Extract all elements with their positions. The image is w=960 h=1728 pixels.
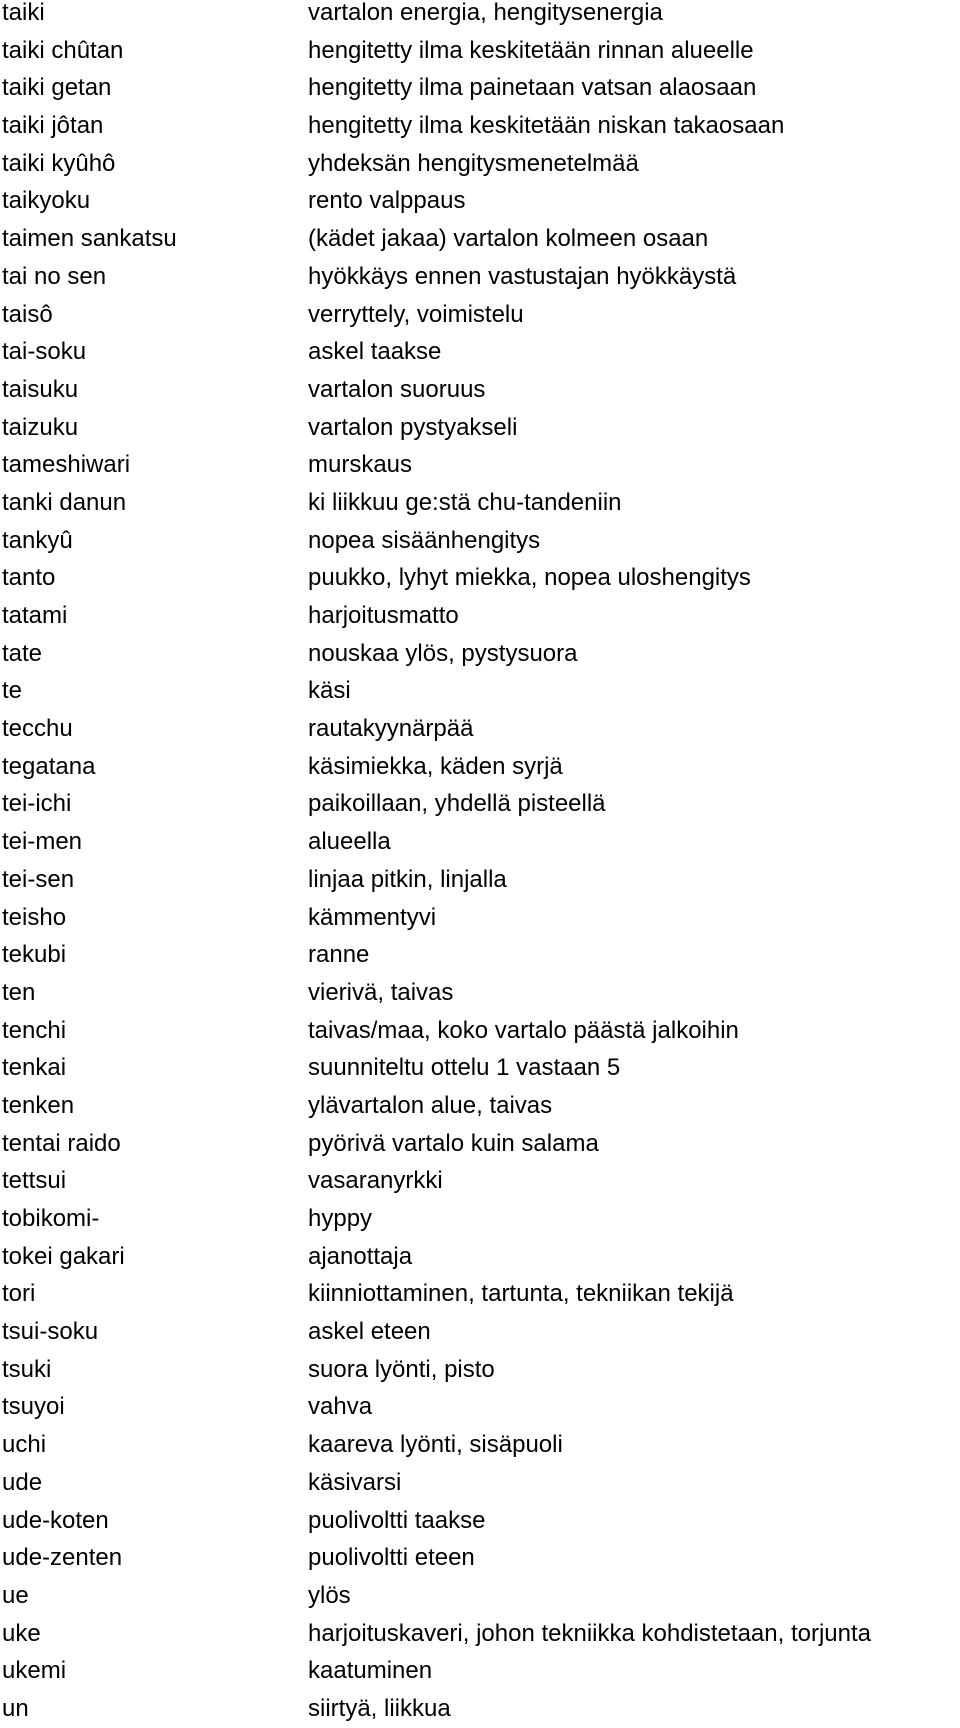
entry-definition: murskaus <box>308 451 413 479</box>
entry-term: taisô <box>2 300 53 328</box>
glossary-entry <box>2 1087 960 1125</box>
glossary-entry <box>2 559 960 597</box>
glossary-entry <box>2 748 960 786</box>
glossary-entry <box>2 936 960 974</box>
entry-term: taiki chûtan <box>2 36 124 64</box>
glossary-entry <box>2 710 960 748</box>
entry-term: tobikomi- <box>2 1205 100 1232</box>
glossary-entry <box>2 1690 960 1728</box>
glossary-entry <box>2 1313 960 1351</box>
glossary-entry <box>2 1615 960 1653</box>
glossary-entry <box>2 1275 960 1313</box>
entry-definition: verryttely, voimistelu <box>308 300 524 328</box>
glossary-entry <box>2 107 960 145</box>
glossary-entry <box>2 1012 960 1050</box>
entry-term: tei-ichi <box>2 790 72 818</box>
glossary-entry <box>2 823 960 861</box>
entry-definition: hengitetty ilma painetaan vatsan alaosaan <box>308 74 757 102</box>
entry-definition: hengitetty ilma keskitetään niskan takaosaan <box>308 112 785 140</box>
glossary-entry <box>2 1049 960 1087</box>
entry-term: taiki getan <box>2 74 112 102</box>
glossary-entry <box>2 1388 960 1426</box>
entry-term: tameshiwari <box>2 451 131 479</box>
entry-term: teisho <box>2 903 67 931</box>
glossary-entry <box>2 1577 960 1615</box>
glossary-entry <box>2 296 960 334</box>
entry-term: tate <box>2 639 43 667</box>
entry-definition: harjoituskaveri, johon tekniikka kohdistetaan, torjunta <box>308 1619 871 1647</box>
glossary-entry <box>2 446 960 484</box>
entry-definition: vasaranyrkki <box>308 1167 443 1195</box>
entry-definition: käsi <box>308 677 351 705</box>
entry-definition: hyökkäys ennen vastustajan hyökkäystä <box>308 262 737 290</box>
entry-definition: alueella <box>308 828 391 856</box>
entry-term: ue <box>2 1581 29 1609</box>
entry-definition: paikoillaan, yhdellä pisteellä <box>308 790 606 818</box>
entry-term: tai-soku <box>2 338 87 366</box>
entry-term: tenkai <box>2 1054 67 1082</box>
entry-definition: vartalon suoruus <box>308 375 486 403</box>
entry-definition: vartalon pystyakseli <box>308 413 518 441</box>
entry-definition: siirtyä, liikkua <box>308 1694 451 1722</box>
entry-term: tenchi <box>2 1016 67 1044</box>
entry-definition: vierivä, taivas <box>308 978 454 1006</box>
glossary-entry <box>2 32 960 70</box>
entry-definition: yhdeksän hengitysmenetelmää <box>308 149 639 177</box>
glossary-entry <box>2 1464 960 1502</box>
entry-term: uke <box>2 1619 41 1647</box>
entry-term: tanto <box>2 564 56 592</box>
entry-term: uchi <box>2 1431 47 1459</box>
entry-definition: kaatuminen <box>308 1657 433 1685</box>
entry-definition: suora lyönti, pisto <box>308 1355 495 1383</box>
glossary-entry <box>2 371 960 409</box>
entry-term: tei-sen <box>2 865 75 893</box>
entry-definition: rautakyynärpää <box>308 715 474 743</box>
entry-term: ude <box>2 1468 43 1496</box>
entry-definition: rento valppaus <box>308 187 466 215</box>
entry-definition: kaareva lyönti, sisäpuoli <box>308 1431 563 1459</box>
glossary-entry <box>2 1539 960 1577</box>
glossary-entry <box>2 1426 960 1464</box>
glossary-entry <box>2 182 960 220</box>
entry-term: taimen sankatsu <box>2 225 177 253</box>
entry-term: tekubi <box>2 941 67 969</box>
entry-term: tankyû <box>2 526 73 554</box>
glossary-entry <box>2 258 960 296</box>
entry-definition: ajanottaja <box>308 1242 413 1270</box>
entry-definition: pyörivä vartalo kuin salama <box>308 1129 599 1157</box>
glossary-entry <box>2 69 960 107</box>
entry-term: tatami <box>2 602 68 629</box>
glossary-entry <box>2 145 960 183</box>
entry-term: tentai raido <box>2 1129 121 1157</box>
glossary-entry <box>2 484 960 522</box>
glossary-list <box>2 0 960 1728</box>
entry-definition: (kädet jakaa) vartalon kolmeen osaan <box>308 225 709 253</box>
entry-definition: ylävartalon alue, taivas <box>308 1091 553 1119</box>
entry-term: tsuyoi <box>2 1393 65 1421</box>
entry-term: un <box>2 1694 29 1722</box>
entry-definition: taivas/maa, koko vartalo päästä jalkoihin <box>308 1016 739 1044</box>
entry-definition: linjaa pitkin, linjalla <box>308 865 507 893</box>
glossary-entry <box>2 0 960 32</box>
entry-definition: ki liikkuu ge:stä chu-tandeniin <box>308 488 622 516</box>
entry-term: ukemi <box>2 1657 67 1685</box>
entry-term: tai no sen <box>2 262 107 290</box>
entry-definition: ylös <box>308 1581 351 1609</box>
entry-definition: hengitetty ilma keskitetään rinnan alueelle <box>308 36 754 64</box>
entry-term: tenken <box>2 1091 75 1119</box>
entry-definition: vahva <box>308 1393 373 1421</box>
entry-definition: vartalon energia, hengitysenergia <box>308 0 663 26</box>
entry-definition: nopea sisäänhengitys <box>308 526 541 554</box>
entry-definition: puolivoltti taakse <box>308 1506 486 1534</box>
glossary-entry <box>2 635 960 673</box>
entry-term: tsui-soku <box>2 1318 99 1346</box>
glossary-entry <box>2 1200 960 1238</box>
entry-term: taiki kyûhô <box>2 149 116 177</box>
glossary-entry <box>2 1652 960 1690</box>
entry-term: tegatana <box>2 752 96 780</box>
glossary-entry <box>2 974 960 1012</box>
entry-term: tecchu <box>2 715 73 743</box>
entry-term: tori <box>2 1280 36 1308</box>
glossary-entry <box>2 220 960 258</box>
entry-term: taiki jôtan <box>2 112 104 140</box>
entry-definition: ranne <box>308 941 370 969</box>
entry-term: tsuki <box>2 1355 52 1383</box>
entry-definition: hyppy <box>308 1205 373 1232</box>
entry-definition: harjoitusmatto <box>308 602 459 629</box>
entry-term: ude-koten <box>2 1506 109 1534</box>
entry-definition: käsivarsi <box>308 1468 402 1496</box>
glossary-entry <box>2 409 960 447</box>
glossary-entry <box>2 1502 960 1540</box>
entry-definition: puukko, lyhyt miekka, nopea uloshengitys <box>308 564 751 592</box>
entry-term: taiki <box>2 0 45 26</box>
entry-term: tanki danun <box>2 488 127 516</box>
entry-term: tokei gakari <box>2 1242 125 1270</box>
entry-term: taisuku <box>2 375 79 403</box>
glossary-entry <box>2 597 960 635</box>
glossary-entry <box>2 1162 960 1200</box>
glossary-entry <box>2 861 960 899</box>
entry-term: taikyoku <box>2 187 91 215</box>
entry-definition: nouskaa ylös, pystysuora <box>308 639 578 667</box>
entry-definition: puolivoltti eteen <box>308 1544 475 1572</box>
entry-definition: käsimiekka, käden syrjä <box>308 752 563 780</box>
entry-term: tettsui <box>2 1167 67 1195</box>
entry-term: tei-men <box>2 828 83 856</box>
glossary-entry <box>2 333 960 371</box>
glossary-entry <box>2 899 960 937</box>
entry-term: ude-zenten <box>2 1544 123 1572</box>
entry-term: te <box>2 677 23 705</box>
entry-definition: suunniteltu ottelu 1 vastaan 5 <box>308 1054 621 1082</box>
glossary-entry <box>2 1351 960 1389</box>
glossary-entry <box>2 785 960 823</box>
entry-definition: askel taakse <box>308 338 442 366</box>
glossary-entry <box>2 672 960 710</box>
entry-term: ten <box>2 978 36 1006</box>
entry-definition: kiinniottaminen, tartunta, tekniikan tekijä <box>308 1280 734 1308</box>
entry-definition: kämmentyvi <box>308 903 437 931</box>
glossary-entry <box>2 1125 960 1163</box>
glossary-entry <box>2 522 960 560</box>
entry-term: taizuku <box>2 413 79 441</box>
glossary-entry <box>2 1238 960 1276</box>
entry-definition: askel eteen <box>308 1318 431 1346</box>
